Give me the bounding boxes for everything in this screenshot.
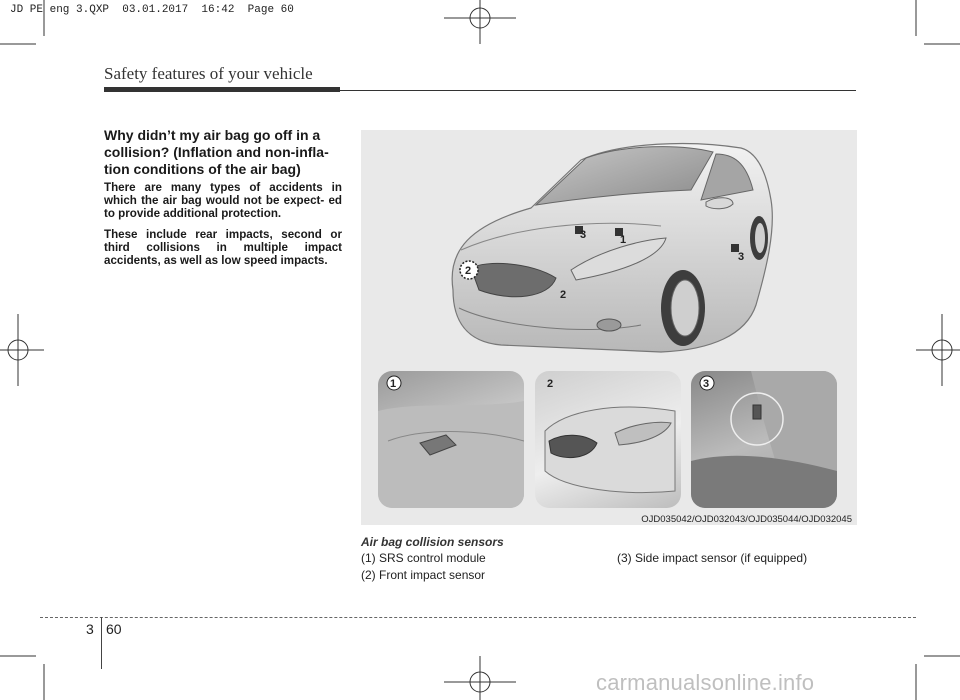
svg-text:1: 1 (390, 378, 397, 390)
header-rule-thick (104, 87, 340, 92)
header-rule-thin (340, 90, 856, 91)
svg-text:3: 3 (738, 251, 745, 263)
watermark: carmanualsonline.info (596, 670, 815, 695)
print-slug: JD PE eng 3.QXP 03.01.2017 16:42 Page 60 (10, 4, 294, 16)
footer-rule (40, 617, 916, 618)
srs-control-module-illustration (378, 371, 524, 508)
svg-text:2: 2 (465, 265, 472, 277)
paragraph-2: These include rear impacts, second or third collisions in multiple impact accidents, as well as low speed impacts. (104, 228, 342, 268)
section-title: Safety features of your vehicle (104, 64, 313, 83)
figure-code: OJD035042/OJD032043/OJD035044/OJD032045 (641, 514, 852, 525)
chapter-number: 3 (86, 621, 94, 637)
svg-text:2: 2 (547, 378, 554, 390)
inset-srs-control-module (378, 371, 524, 508)
registration-mark-bottom (444, 656, 516, 700)
registration-mark-top (444, 0, 516, 44)
registration-mark-right (916, 314, 960, 386)
side-impact-sensor-illustration (691, 371, 837, 508)
svg-text:3: 3 (580, 229, 587, 241)
inset-front-impact-sensor (535, 371, 681, 508)
inset-side-impact-sensor (691, 371, 837, 508)
question-heading: Why didn’t my air bag go off in a collision? (Inflation and non-infla- tion conditions of the air bag) (104, 127, 329, 177)
caption-item-2: (2) Front impact sensor (361, 568, 486, 582)
svg-text:2: 2 (560, 289, 567, 301)
page-number: 60 (106, 621, 122, 637)
caption-item-3: (3) Side impact sensor (if equipped) (617, 551, 808, 565)
svg-text:1: 1 (620, 234, 627, 246)
front-impact-sensor-illustration (535, 371, 681, 508)
svg-text:3: 3 (703, 378, 710, 390)
car-illustration (361, 130, 857, 370)
caption-item-1: (1) SRS control module (361, 551, 486, 565)
registration-mark-left (0, 314, 44, 386)
caption-title: Air bag collision sensors (361, 535, 504, 549)
page-number-divider (101, 617, 102, 669)
paragraph-1: There are many types of accidents in which the air bag would not be expect- ed to provide additional protection. (104, 181, 342, 221)
